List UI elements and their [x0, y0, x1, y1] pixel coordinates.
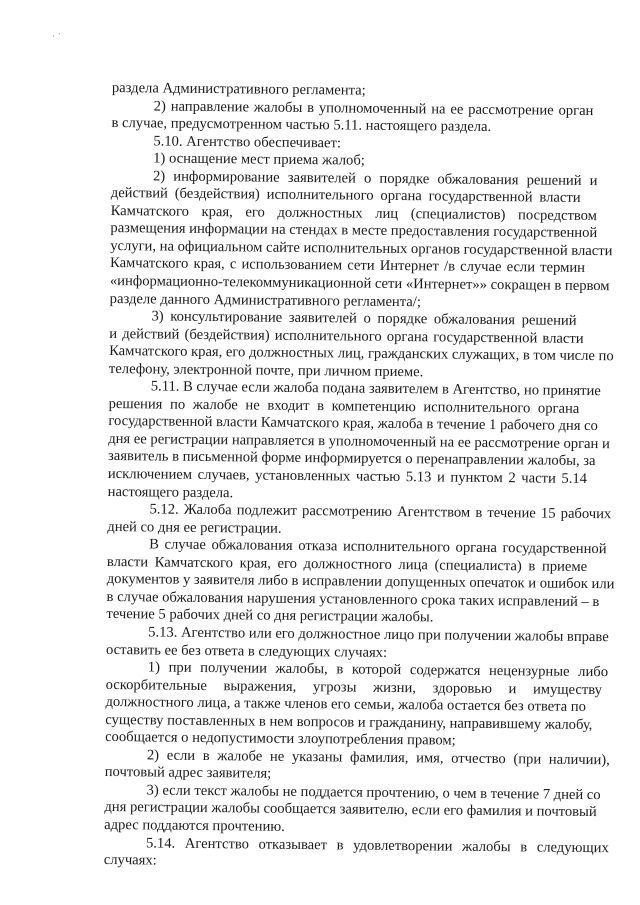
text-line: сообщается о недопустимости злоупотребления правом; — [105, 729, 456, 749]
text-line: Камчатского края, его должностных лиц, гражданских служащих, в том числе по — [109, 343, 614, 365]
text-line: случаях: — [103, 852, 157, 869]
text-line: 3) если текст жалобы не поддается прочтению, о чем в течение 7 дней со — [146, 782, 601, 804]
text-line: размещения информации на стендах в месте предоставления государственной — [110, 220, 598, 242]
text-line: течение 5 рабочих дней со дня регистрации жалобы. — [106, 606, 434, 626]
text-line: государственной власти Камчатского края, жалоба в течение 1 рабочего дня со — [108, 413, 598, 435]
text-line: раздела Административного регламента; — [111, 80, 366, 99]
document-page — [104, 80, 622, 875]
text-line: настоящего раздела. — [107, 483, 234, 501]
text-line: 5.10. Агентство обеспечивает: — [153, 133, 342, 152]
text-line: телефону, электронной почте, при личном приеме. — [108, 360, 424, 381]
text-line: в случае, предусмотренном частью 5.11. настоящего раздела. — [111, 115, 492, 136]
text-line: 2) если в жалобе не указаны фамилия, имя, отчество (при наличии), — [146, 747, 610, 769]
text-line: дня регистрации жалобы сообщается заявителю, если его фамилия и почтовый — [104, 799, 597, 821]
text-line: дней со дня ее регистрации. — [107, 518, 282, 537]
scan-artifact: · · — [50, 28, 64, 43]
text-line: должностного лица, а также членов его семьи, жалоба остается без ответа по — [105, 694, 587, 716]
text-line: 5.11. В случае если жалоба подана заявителем в Агентство, но принятие — [150, 378, 601, 400]
text-line: решения по жалобе не входит в компетенцию исполнительного органа — [108, 395, 580, 417]
text-line: власти Камчатского края, его должностного лица (специалиста) в приеме — [106, 553, 588, 575]
text-line: 1) оснащение мест приема жалоб; — [153, 150, 365, 169]
text-line: оскорбительные выражения, угрозы жизни, здоровью и имуществу — [105, 676, 603, 698]
text-line: В случае обжалования отказа исполнительного органа государственной — [149, 536, 607, 558]
text-line: 2) направление жалобы в уполномоченный на ее рассмотрение орган — [153, 97, 594, 119]
text-line: существу поставленных в нем вопросов и гражданину, направившему жалобу, — [105, 711, 593, 733]
text-line: 1) при получении жалобы, в которой содержатся нецензурные либо — [147, 659, 609, 681]
text-line: услуги, на официальном сайте исполнительных органов государственной власти — [110, 237, 613, 260]
text-line: 2) информирование заявителей о порядке обжалования решений и — [152, 168, 598, 189]
text-line: 3) консультирование заявителей о порядке обжалования решений — [151, 308, 577, 329]
text-line: и действий (бездействия) исполнительного органа государственной власти — [109, 325, 584, 347]
text-line: исключением случаев, установленных частью 5.13 и пунктом 2 части 5.14 — [107, 466, 588, 488]
text-line: Камчатского края, его должностных лиц (специалистов) посредством — [110, 202, 598, 224]
text-line: оставить ее без ответа в следующих случаях: — [105, 641, 388, 661]
text-line: заявитель в письменной форме информируется о перенаправлении жалобы, за — [107, 448, 596, 470]
text-line: почтовый адрес заявителя; — [104, 764, 272, 783]
text-line: «информационно-телекоммуникационной сети «Интернет»» сокращен в первом — [109, 273, 610, 295]
text-line: 5.14. Агентство отказывает в удовлетворении жалобы в следующих — [145, 834, 609, 856]
text-line: Камчатского края, с использованием сети Интернет /в случае если термин — [109, 255, 586, 277]
text-line: 5.13. Агентство или его должностное лицо при получении жалобы вправе — [148, 624, 609, 646]
text-line: действий (бездействия) исполнительного органа государственной власти — [110, 185, 581, 207]
text-line: в случае обжалования нарушения установленного срока таких исправлений – в — [106, 588, 600, 610]
text-line: адрес поддаются прочтению. — [104, 816, 285, 835]
text-line: 5.12. Жалоба подлежит рассмотрению Агентством в течение 15 рабочих — [149, 501, 612, 523]
text-line: дня ее регистрации направляется в уполномоченный на ее рассмотрение орган и — [108, 430, 610, 453]
text-line: разделе данного Административного регламента/; — [109, 290, 422, 310]
text-line: документов у заявителя либо в исправлении допущенных опечаток и ошибок или — [106, 571, 615, 593]
